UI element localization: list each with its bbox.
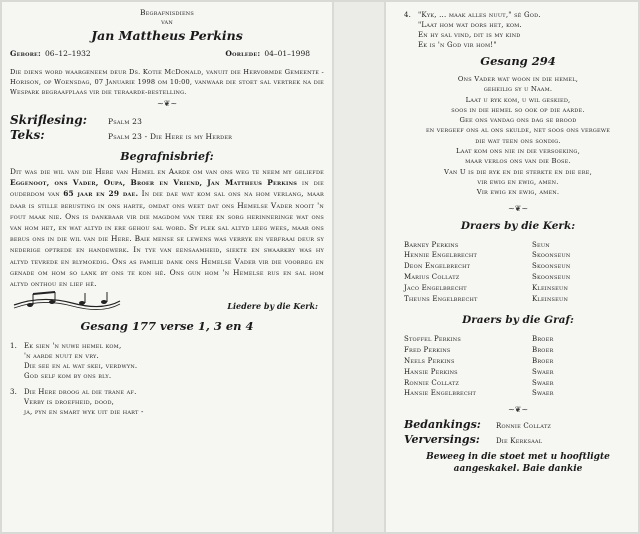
prayer-line: Van U is die ryk en die sterkte en die ere, (444, 167, 592, 176)
verse-number: 1. (10, 342, 18, 351)
hymn2-heading: Gesang 294 (480, 54, 556, 68)
header-line1: Begrafnisdiens (139, 8, 194, 17)
verse-line: God self kom by ons bly. (24, 372, 112, 381)
prayer-line: vir ewig en ewig, amen. (477, 177, 559, 186)
verse-number: 4. (404, 11, 412, 19)
bearer-name: Theuns Engelbrecht (404, 294, 478, 303)
refresh-row (404, 433, 632, 446)
bearer-relation: Kleinseun (532, 283, 569, 292)
list-item (404, 272, 632, 283)
text-label: Teks: (10, 128, 45, 142)
ornament-1: ~❦~ (156, 99, 178, 108)
closing-line1: Beweeg in die stoet met u hooftligte (426, 452, 610, 463)
bearer-name: Hansie Engelbrecht (404, 389, 477, 398)
verse-line: Die see en al wat skei, verdwyn. (24, 362, 138, 371)
hymn-heading: Gesang 177 verse 1, 3 en 4 (80, 319, 254, 334)
list-item (404, 250, 632, 261)
list-item (404, 356, 632, 367)
page-gutter (334, 2, 384, 532)
text-value: Psalm 23 - Die Here is my Herder (108, 132, 233, 141)
died-label: Oorlede: (225, 49, 261, 58)
bearer-relation: Swaer (532, 389, 554, 398)
grave-bearers-list (404, 334, 632, 399)
bearer-name: Neels Perkins (404, 356, 455, 365)
church-bearers-heading: Draers by die Kerk: (460, 219, 576, 232)
list-item (404, 261, 632, 272)
verse-line: En hy sal vind, dit is my kind (418, 31, 521, 39)
prayer-line: soos in die hemel so ook op die aarde. (451, 105, 585, 114)
thanks-label: Bedankings: (404, 418, 481, 432)
dates-row (10, 49, 324, 58)
prayer-line: Vir ewig en ewig, amen. (476, 188, 560, 197)
bearer-relation: Skoonseun (532, 272, 571, 281)
left-page (2, 2, 332, 532)
thanks-row (404, 418, 632, 431)
bearer-relation: Swaer (532, 378, 554, 387)
bearer-name: Ronnie Collatz (404, 378, 460, 387)
list-item (404, 345, 632, 356)
prayer-line: Gee ons vandag ons dag se brood (459, 116, 577, 125)
songs-row (10, 291, 324, 317)
verse-4 (404, 10, 632, 50)
letter-body (10, 166, 324, 289)
bearer-relation: Kleinseun (532, 294, 569, 303)
grave-bearers-heading: Draers by die Graf: (462, 314, 574, 327)
list-item (404, 367, 632, 378)
thanks-value: Ronnie Collatz (496, 422, 552, 431)
deceased-name: Jan Mattheus Perkins (91, 28, 243, 43)
verse-3 (10, 387, 324, 417)
refresh-label: Verversings: (404, 433, 480, 447)
letter-age: 65 jaar en 29 dae. (63, 189, 139, 199)
verse-line: Ek sien 'n nuwe hemel kom, (24, 342, 122, 351)
died-date: 04–01–1998 (264, 49, 310, 58)
text-row (10, 128, 324, 142)
letter-p2: in die ouderdom van (10, 178, 324, 199)
prayer-line: Laat u ryk kom, u wil geskied, (465, 95, 571, 104)
bearer-relation: Swaer (532, 367, 554, 376)
refresh-value: Die Kerksaal (496, 437, 543, 446)
list-item (404, 283, 632, 294)
prayer-line: maar verlos ons van die Bose. (465, 157, 571, 166)
right-page (386, 2, 638, 532)
verse-line: Ek is 'n God vir hom!" (418, 41, 497, 49)
verse-line: 'n aarde nuut en vry. (24, 352, 99, 361)
church-bearers-list (404, 240, 632, 305)
bearer-relation: Skoonseun (532, 251, 571, 260)
verse-line: Die Here droog al die trane af. (24, 388, 137, 397)
letter-p1: Dit was die wil van die Here van Hemel en Aarde om van ons weg te neem my geliefde (10, 167, 324, 176)
letter-p3: In die dae wat kom sal ons na hom verlang, maar daar is stille berusting in ons harte, omdat ons weet dat ons Hemelse Vader nooit 'n fout maak nie. Ons is dankbaar vir die magdom van tere en sorg herinneringe wat ons van hom het, en wat altyd in ere gehou sal word. Sy plek sal altyd leeg wees, maar ons berus ons in die wil van die Here. Baie mense se lewens was verryk en verfraai deur sy nederige optrede en handewerk. In tye van eensaamheid, siekte en swaarkry was hy altyd tevrede en blymoedig. Ons as familie dank ons Hemelse Vader vir die voorreg en genade om hom so lank by ons te kon hê. Ons gun hom 'n Hemelse rus en sal hom altyd onthou en lief hê. (10, 189, 324, 289)
header-line2: van (161, 18, 173, 26)
bearer-name: Hansie Perkins (404, 367, 458, 376)
bearer-relation: Skoonseun (532, 262, 571, 271)
bearer-relation: Broer (532, 356, 554, 365)
list-item (404, 294, 632, 305)
letter-p2-bold: Jan Mattheus Perkins (207, 178, 298, 188)
bearer-name: Stoffel Perkins (404, 335, 461, 344)
list-item (404, 378, 632, 389)
bearer-name: Marius Collatz (404, 272, 460, 281)
verse-line: ja, pyn en smart wyk uit die hart - (24, 408, 144, 417)
ornament-3: ~❦~ (507, 405, 529, 415)
music-notes-icon (12, 291, 122, 313)
reading-row (10, 113, 324, 127)
verse-number: 3. (10, 388, 18, 397)
letter-p1-bold: Eggenoot, ons Vader, Oupa, Broer en Vriend, (10, 178, 203, 188)
verse-1 (10, 341, 324, 381)
list-item (404, 240, 632, 251)
verse-line: "Laat hom wat dors het, kom. (418, 21, 522, 29)
verse-line: "Kyk, ... maak alles nuut," sê God. (418, 11, 541, 19)
list-item (404, 334, 632, 345)
prayer-line: en vergeef ons al ons skulde, net soos ons vergewe (425, 126, 611, 135)
bearer-name: Jaco Engelbrecht (404, 283, 467, 292)
list-item (404, 388, 632, 399)
bearer-relation: Seun (532, 240, 550, 249)
bearer-name: Barney Perkins (404, 240, 459, 249)
letter-heading: Begrafnisbrief: (120, 150, 214, 163)
prayer-line: Ons Vader wat woon in die hemel, (457, 75, 579, 83)
bearer-relation: Broer (532, 335, 554, 344)
bearer-name: Deon Engelbrecht (404, 262, 471, 271)
prayer-line: Laat kom ons nie in die versoeking, (456, 147, 580, 156)
reading-value: Psalm 23 (108, 117, 143, 126)
born-date: 06–12–1932 (45, 49, 91, 58)
songs-label: Liedere by die Kerk: (227, 301, 318, 312)
bearer-name: Fred Perkins (404, 346, 451, 355)
service-text: Die diens word waargeneem deur Ds. Kotie McDonald, vanuit die Hervormde Gemeente - Horison, op Woensdag, 07 Januarie 1998 om 10:00, vanwaar die stoet sal vertrek na die Wespark begraafplaas vir die teraarde-bestelling. (10, 68, 324, 96)
prayer-line: geheilig sy u Naam. (483, 85, 553, 94)
born-label: Gebore: (10, 49, 42, 58)
bearer-relation: Broer (532, 346, 554, 355)
closing-line2: aangeskakel. Baie dankie (453, 464, 583, 475)
prayer-line: die wat teen ons sondig. (475, 136, 561, 145)
bearer-name: Hennie Engelbrecht (404, 251, 478, 260)
ornament-2: ~❦~ (507, 203, 529, 213)
prayer-block (404, 74, 632, 198)
verse-line: Verby is droefheid, dood, (24, 398, 115, 407)
reading-label: Skriflesing: (10, 113, 88, 127)
